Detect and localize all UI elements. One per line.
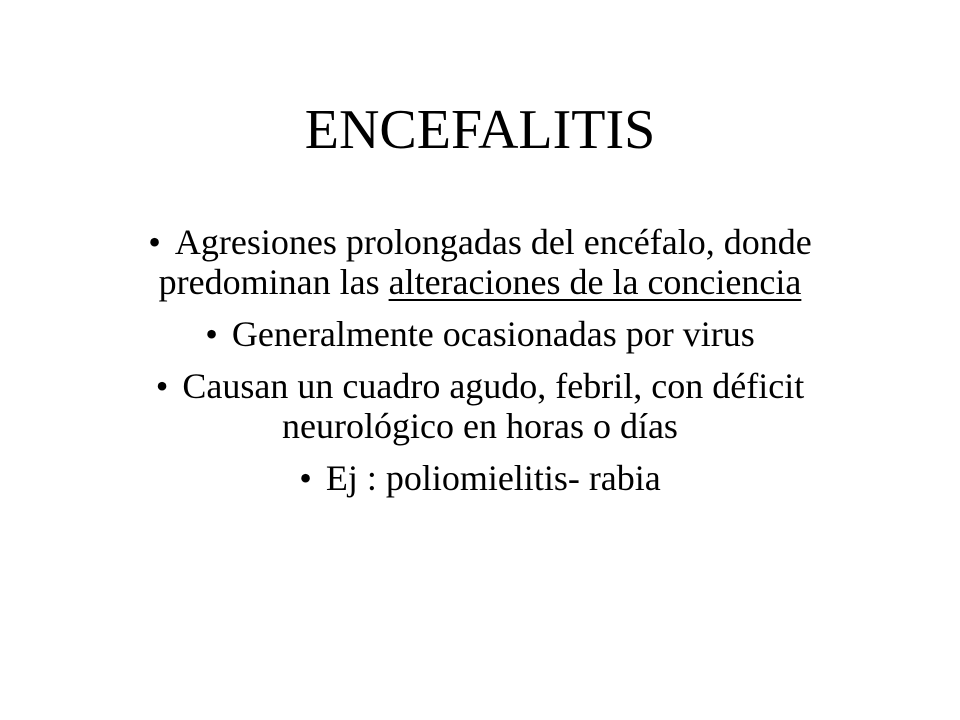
bullet-item-2 [80,314,880,354]
bullet-list [80,222,880,510]
bullet-item-3 [80,366,880,446]
bullet-item-4 [80,458,880,498]
bullet-item-1 [80,222,880,302]
bullet-icon: • [205,314,218,354]
bullet-text-1-underlined: alteraciones de la conciencia [388,262,802,302]
slide-title: ENCEFALITIS [304,99,656,161]
bullet-text-4: Ej : poliomielitis- rabia [325,458,661,498]
bullet-text-3: Causan un cuadro agudo, febril, con déficit neurológico en horas o días [182,366,805,446]
bullet-icon: • [299,458,312,498]
bullet-icon: • [155,366,169,406]
bullet-icon: • [148,222,161,262]
bullet-text-2: Generalmente ocasionadas por virus [231,314,755,354]
bullet-text-1-plain: Agresiones prolongadas del encéfalo, donde predominan las [158,222,812,302]
